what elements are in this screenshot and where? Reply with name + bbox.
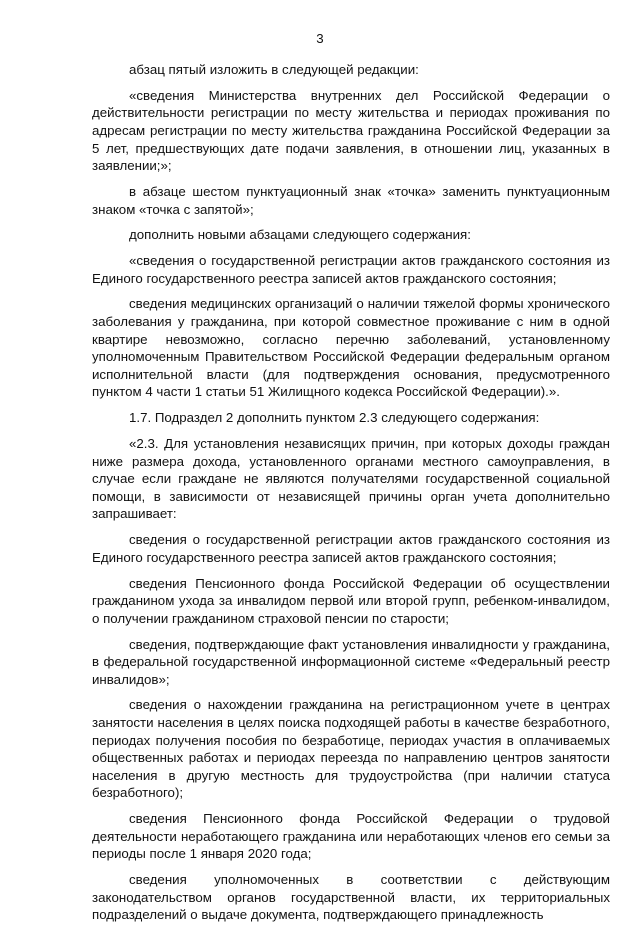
- document-body: [92, 61, 610, 932]
- paragraph: сведения уполномоченных в соответствии с действующим законодательством органов государственной власти, их территориальных подразделений о выдаче документа, подтверждающего принадлежность: [92, 872, 610, 923]
- paragraph: «2.3. Для установления независящих причин, при которых доходы граждан ниже размера дохода, установленного органами местного самоуправления, в случае если граждане не являются получателями государственной социальной помощи, в зависимости от независящей причины орган учета дополнительно запрашивает:: [92, 436, 610, 522]
- paragraph: сведения Пенсионного фонда Российской Федерации об осуществлении гражданином ухода за инвалидом первой или второй групп, ребенком-инвалидом, о получении гражданином страховой пенсии по старости;: [92, 575, 610, 626]
- paragraph: дополнить новыми абзацами следующего содержания:: [129, 227, 471, 243]
- page-number: 3: [316, 31, 324, 46]
- paragraph: абзац пятый изложить в следующей редакции:: [129, 62, 419, 77]
- paragraph: сведения Пенсионного фонда Российской Федерации о трудовой деятельности неработающего гражданина или неработающих членов его семьи за периоды после 1 января 2020 года;: [92, 811, 610, 862]
- paragraph: 1.7. Подраздел 2 дополнить пунктом 2.3 следующего содержания:: [129, 410, 540, 426]
- paragraph: сведения о нахождении гражданина на регистрационном учете в центрах занятости населения в целях поиска подходящей работы в качестве безработного, периодах получения пособия по безработице, периодах участия в оплачиваемых общественных работах и периодах переезда по направлению центров занятости населения в другую местность для трудоустройства (при наличии статуса безработного);: [92, 697, 610, 801]
- paragraph: «сведения Министерства внутренних дел Российской Федерации о действительности регистрации по месту жительства и периодах проживания по адресам регистрации по месту жительства гражданина Российской Федерации за 5 лет, предшествующих дате подачи заявления, в отношении лиц, указанных в заявлении;»;: [92, 87, 610, 174]
- paragraph: в абзаце шестом пунктуационный знак «точка» заменить пунктуационным знаком «точка с запятой»;: [92, 183, 610, 217]
- paragraph: «сведения о государственной регистрации актов гражданского состояния из Единого государственного реестра записей актов гражданского состояния;: [92, 253, 610, 286]
- paragraph: сведения о государственной регистрации актов гражданского состояния из Единого государственного реестра записей актов гражданского состояния;: [92, 532, 610, 565]
- paragraph: сведения, подтверждающие факт установления инвалидности у гражданина, в федеральной государственной информационной системе «Федеральный реестр инвалидов»;: [92, 636, 610, 687]
- paragraph: сведения медицинских организаций о наличии тяжелой формы хронического заболевания у гражданина, при которой совместное проживание с ним в одной квартире невозможно, согласно перечню заболеваний, установленному уполномоченным Правительством Российской Федерации федеральным органом исполнительной власти (для подтверждения основания, предусмотренного пунктом 4 части 1 статьи 51 Жилищного кодекса Российской Федерации).».: [92, 296, 610, 400]
